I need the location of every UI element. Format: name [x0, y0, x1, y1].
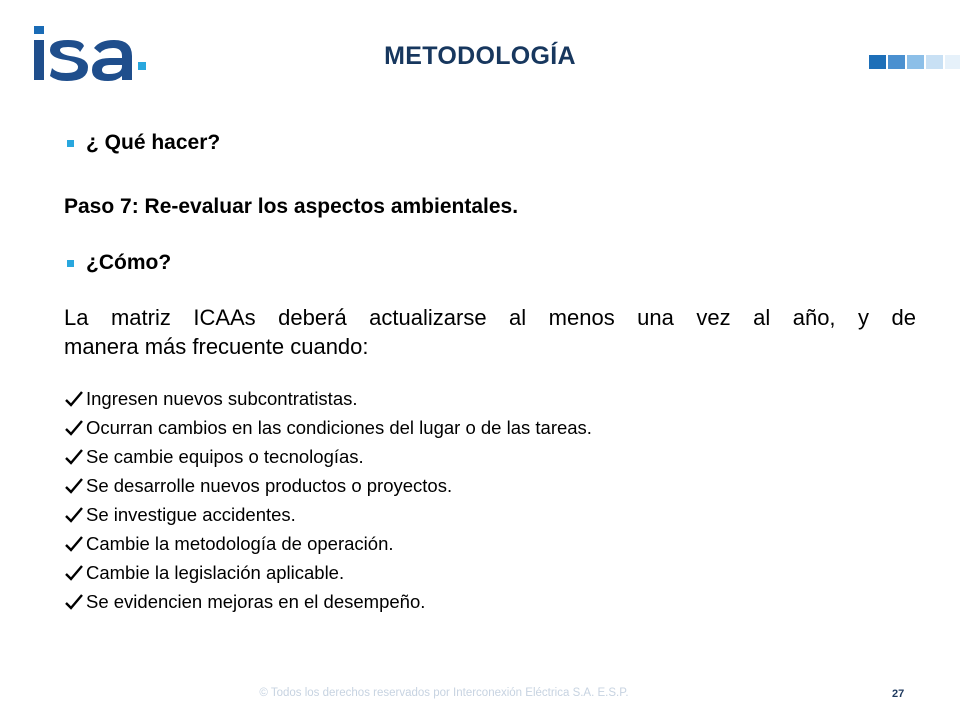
square-2 — [888, 55, 905, 69]
list-item — [64, 471, 916, 500]
list-item-text: Se evidencien mejoras en el desempeño. — [86, 591, 426, 612]
list-item — [64, 587, 916, 616]
footer-copyright: © Todos los derechos reservados por Interconexión Eléctrica S.A. E.S.P. — [259, 687, 629, 699]
question-what — [67, 128, 916, 158]
checkmark-icon — [64, 593, 86, 611]
square-bullet-icon — [67, 260, 74, 267]
list-item-text: Se investigue accidentes. — [86, 504, 296, 525]
paragraph-line-2: manera más frecuente cuando: — [64, 334, 369, 359]
checkmark-icon — [64, 390, 86, 408]
list-item-text: Ingresen nuevos subcontratistas. — [86, 388, 358, 409]
list-item-text: Se cambie equipos o tecnologías. — [86, 446, 364, 467]
checkmark-icon — [64, 506, 86, 524]
checkmark-icon — [64, 477, 86, 495]
square-5 — [945, 55, 960, 69]
square-3 — [907, 55, 924, 69]
page-number: 27 — [892, 688, 905, 700]
checkmark-icon — [64, 448, 86, 466]
list-item — [64, 413, 916, 442]
checkmark-icon — [64, 564, 86, 582]
description-paragraph — [64, 303, 916, 361]
checklist — [64, 384, 916, 616]
square-4 — [926, 55, 943, 69]
question-what-text: ¿ Qué hacer? — [86, 131, 221, 154]
question-how — [67, 248, 916, 278]
list-item — [64, 384, 916, 413]
list-item-text: Se desarrolle nuevos productos o proyectos. — [86, 475, 453, 496]
list-item-text: Ocurran cambios en las condiciones del lugar o de las tareas. — [86, 417, 592, 438]
question-how-text: ¿Cómo? — [86, 251, 172, 274]
square-bullet-icon — [67, 140, 74, 147]
square-1 — [869, 55, 886, 69]
list-item — [64, 529, 916, 558]
page-title: METODOLOGÍA — [384, 42, 576, 70]
paragraph-line-1: La matriz ICAAs deberá actualizarse al menos una vez al año, y de — [64, 305, 916, 330]
checkmark-icon — [64, 535, 86, 553]
step-heading: Paso 7: Re-evaluar los aspectos ambientales. — [64, 195, 519, 218]
list-item-text: Cambie la metodología de operación. — [86, 533, 394, 554]
list-item — [64, 442, 916, 471]
slide-content — [64, 128, 916, 616]
list-item-text: Cambie la legislación aplicable. — [86, 562, 345, 583]
checkmark-icon — [64, 419, 86, 437]
list-item — [64, 500, 916, 529]
list-item — [64, 558, 916, 587]
decorative-squares — [869, 55, 960, 69]
